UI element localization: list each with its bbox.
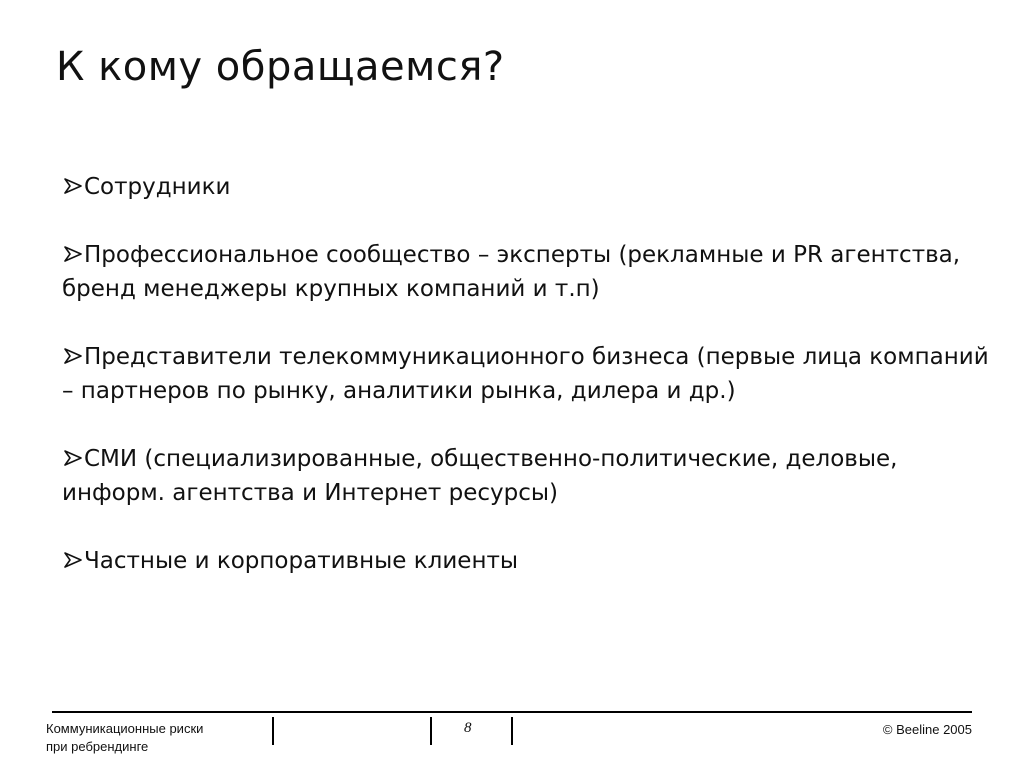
footer-title-line-1: Коммуникационные риски bbox=[46, 721, 204, 736]
bullet-item bbox=[62, 170, 1002, 204]
footer-divider bbox=[52, 711, 972, 713]
bullet-text: Профессиональное сообщество – эксперты (рекламные и PR агентства, бренд менеджеры крупных компаний и т.п) bbox=[62, 242, 961, 302]
copyright-notice: © Beeline 2005 bbox=[882, 722, 972, 737]
arrow-bullet-icon bbox=[62, 448, 84, 468]
page-number: 8 bbox=[464, 720, 472, 736]
bullet-item bbox=[62, 340, 1002, 408]
bullet-text: Частные и корпоративные клиенты bbox=[84, 548, 519, 574]
bullet-text: Сотрудники bbox=[84, 174, 231, 200]
bullet-item bbox=[62, 238, 1002, 306]
slide-title: К кому обращаемся? bbox=[56, 44, 505, 90]
bullet-text: Представители телекоммуникационного бизнеса (первые лица компаний – партнеров по рынку, аналитики рынка, дилера и др.) bbox=[62, 344, 989, 404]
footer-separator bbox=[511, 717, 513, 745]
bullet-item bbox=[62, 544, 1002, 578]
footer-separator bbox=[430, 717, 432, 745]
bullet-list bbox=[62, 170, 1002, 612]
arrow-bullet-icon bbox=[62, 244, 84, 264]
arrow-bullet-icon bbox=[62, 550, 84, 570]
arrow-bullet-icon bbox=[62, 176, 84, 196]
footer-presentation-title bbox=[46, 720, 203, 756]
arrow-bullet-icon bbox=[62, 346, 84, 366]
footer-separator bbox=[272, 717, 274, 745]
bullet-text: СМИ (специализированные, общественно-политические, деловые, информ. агентства и Интернет ресурсы) bbox=[62, 446, 898, 506]
bullet-item bbox=[62, 442, 1002, 510]
footer-title-line-2: при ребрендинге bbox=[46, 739, 149, 754]
